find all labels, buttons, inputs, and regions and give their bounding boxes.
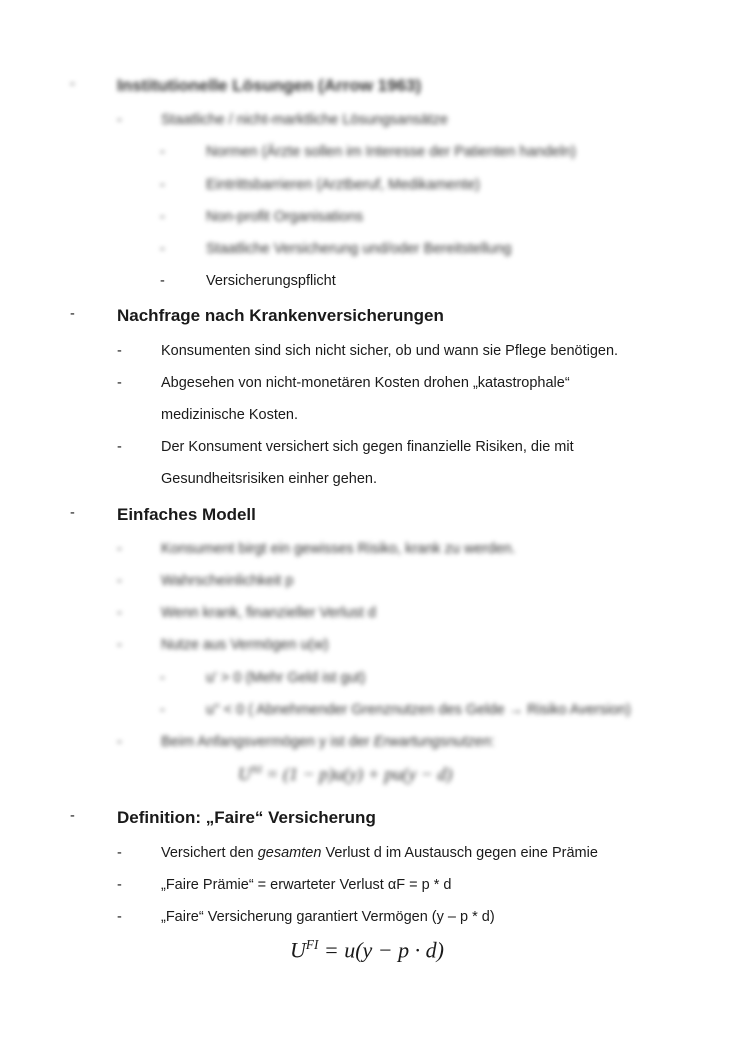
bullet-dash: - xyxy=(70,505,75,521)
bullet-dash: - xyxy=(117,909,122,925)
bullet-dash: - xyxy=(70,808,75,824)
text-run: Versichert den xyxy=(161,845,258,861)
list-item-text: Konsument birgt ein gewisses Risiko, krank zu werden. xyxy=(161,541,516,557)
bullet-dash: - xyxy=(160,144,165,160)
bullet-dash: - xyxy=(117,734,122,750)
bullet-dash: - xyxy=(160,702,165,718)
heading-text: Nachfrage nach Krankenversicherungen xyxy=(117,306,444,325)
bullet-dash: - xyxy=(117,112,122,128)
bullet-dash: - xyxy=(117,573,122,589)
formula-expression: = u(y − p · d) xyxy=(318,937,444,963)
list-item-text: Konsumenten sind sich nicht sicher, ob und wann sie Pflege benötigen. xyxy=(161,343,619,359)
bullet-dash: - xyxy=(117,605,122,621)
expected-utility-formula xyxy=(238,764,452,785)
bullet-dash: - xyxy=(70,76,75,92)
formula-superscript: FI xyxy=(305,937,319,952)
bullet-dash: - xyxy=(117,343,122,359)
list-item-text: Staatliche / nicht-marktliche Lösungsansätze xyxy=(161,112,448,128)
bullet-dash: - xyxy=(117,845,122,861)
list-item-text: Der Konsument versichert sich gegen finanzielle Risiken, die mit xyxy=(161,439,574,455)
heading-text: Einfaches Modell xyxy=(117,505,256,524)
formula-expression: = (1 − p)u(y) + pu(y − d) xyxy=(261,764,453,784)
fair-insurance-formula xyxy=(290,937,444,963)
bullet-dash: - xyxy=(160,670,165,686)
formula-symbol: U xyxy=(238,764,251,784)
bullet-dash: - xyxy=(160,273,165,289)
heading-text: Definition: „Faire“ Versicherung xyxy=(117,808,376,827)
list-item-text: Gesundheitsrisiken einher gehen. xyxy=(161,471,378,487)
heading-text: Institutionelle Lösungen (Arrow 1963) xyxy=(117,76,422,95)
list-item-text xyxy=(161,845,598,861)
list-item-text: Wahrscheinlichkeit p xyxy=(161,573,294,589)
text-run: : xyxy=(490,734,495,750)
text-run: Verlust d im Austausch gegen eine Prämie xyxy=(321,845,598,861)
bullet-dash: - xyxy=(160,241,165,257)
bullet-dash: - xyxy=(117,637,122,653)
list-item-text: Versicherungspflicht xyxy=(206,273,336,289)
text-run: Beim Anfangsvermögen y ist der xyxy=(161,734,374,750)
bullet-dash: - xyxy=(70,306,75,322)
list-item-text: Wenn krank, finanzieller Verlust d xyxy=(161,605,376,621)
bullet-dash: - xyxy=(117,439,122,455)
list-item-text: „Faire Prämie“ = erwarteter Verlust αF = p * d xyxy=(161,877,452,893)
list-item-text: u'' < 0 ( Abnehmender Grenznutzen des Gelde → Risiko Aversion) xyxy=(206,702,631,718)
emphasis-text: Erwartungsnutzen xyxy=(373,734,491,750)
formula-superscript: NI xyxy=(251,764,262,776)
list-item-text: Normen (Ärzte sollen im Interesse der Patienten handeln) xyxy=(206,144,576,160)
list-item-text: u' > 0 (Mehr Geld ist gut) xyxy=(206,670,366,686)
list-item-text xyxy=(161,734,495,750)
list-item-text: Non-profit Organisations xyxy=(206,209,364,225)
bullet-dash: - xyxy=(117,541,122,557)
list-item-text: „Faire“ Versicherung garantiert Vermögen (y – p * d) xyxy=(161,909,495,925)
list-item-text: Nutze aus Vermögen u(w) xyxy=(161,637,329,653)
list-item-text: Eintrittsbarrieren (Arztberuf, Medikamente) xyxy=(206,177,480,193)
bullet-dash: - xyxy=(117,877,122,893)
list-item-text: Staatliche Versicherung und/oder Bereitstellung xyxy=(206,241,512,257)
bullet-dash: - xyxy=(160,209,165,225)
list-item-text: Abgesehen von nicht-monetären Kosten drohen „katastrophale“ xyxy=(161,375,570,391)
formula-symbol: U xyxy=(290,937,306,963)
bullet-dash: - xyxy=(117,375,122,391)
bullet-dash: - xyxy=(160,177,165,193)
list-item-text: medizinische Kosten. xyxy=(161,407,299,423)
emphasis-text: gesamten xyxy=(257,845,322,861)
